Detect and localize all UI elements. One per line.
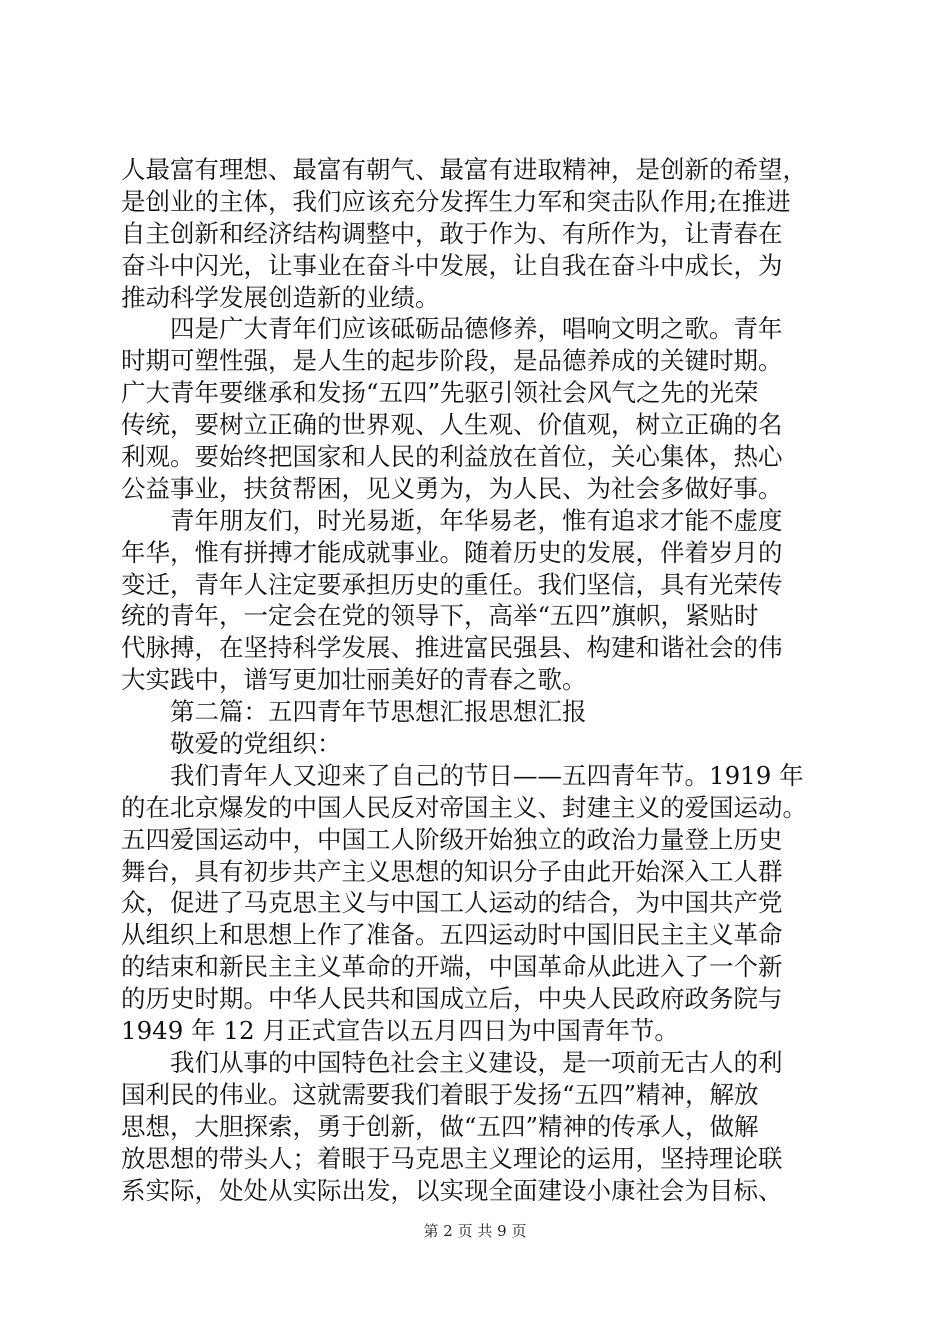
text-line: 利观。要始终把国家和人民的利益放在首位，关心集体，热心 xyxy=(121,442,783,472)
text-line: 奋斗中闪光，让事业在奋斗中发展，让自我在奋斗中成长，为 xyxy=(121,250,783,280)
text-line: 从组织上和思想上作了准备。五四运动时中国旧民主主义革命 xyxy=(121,920,783,950)
text-line: 人最富有理想、最富有朝气、最富有进取精神，是创新的希望， xyxy=(121,155,807,184)
text-line: 自主创新和经济结构调整中，敢于作为、有所作为，让青春在 xyxy=(121,218,783,248)
text-line: 传统，要树立正确的世界观、人生观、价值观，树立正确的名 xyxy=(121,410,783,440)
text-line: 大实践中，谱写更加壮丽美好的青春之歌。 xyxy=(121,665,587,695)
text-line: 放思想的带头人；着眼于马克思主义理论的运用，坚持理论联 xyxy=(121,1143,783,1173)
text-line: 的结束和新民主主义革命的开端，中国革命从此进入了一个新 xyxy=(121,952,783,982)
text-line: 舞台，具有初步共产主义思想的知识分子由此开始深入工人群 xyxy=(121,856,783,886)
text-line: 推动科学发展创造新的业绩。 xyxy=(121,282,440,312)
salutation: 敬爱的党组织： xyxy=(170,729,342,759)
text-line: 公益事业，扶贫帮困，见义勇为，为人民、为社会多做好事。 xyxy=(121,473,783,503)
paragraph-start-line: 四是广大青年们应该砥砺品德修养，唱响文明之歌。青年 xyxy=(170,314,783,344)
text-line: 国利民的伟业。这就需要我们着眼于发扬“五四”精神，解放 xyxy=(121,1079,759,1109)
body-text xyxy=(121,154,833,1206)
text-line: 广大青年要继承和发扬“五四”先驱引领社会风气之先的光荣 xyxy=(121,378,759,408)
text-line: 的历史时期。中华人民共和国成立后，中央人民政府政务院与 xyxy=(121,984,783,1014)
page-number-footer: 第 2 页 共 9 页 xyxy=(423,1222,527,1240)
text-line: 1949 年 12 月正式宣告以五月四日为中国青年节。 xyxy=(121,1016,679,1046)
paragraph-start-line: 我们青年人又迎来了自己的节日——五四青年节。1919 年 xyxy=(170,760,804,790)
text-line: 思想，大胆探索，勇于创新，做“五四”精神的传承人，做解 xyxy=(121,1111,759,1141)
text-line: 众，促进了马克思主义与中国工人运动的结合，为中国共产党 xyxy=(121,888,783,918)
text-line: 的在北京爆发的中国人民反对帝国主义、封建主义的爱国运动。 xyxy=(121,792,807,822)
paragraph-start-line: 青年朋友们，时光易逝，年华易老，惟有追求才能不虚度 xyxy=(170,505,783,535)
text-line: 时期可塑性强，是人生的起步阶段，是品德养成的关键时期。 xyxy=(121,346,783,376)
text-line: 系实际，处处从实际出发，以实现全面建设小康社会为目标、 xyxy=(121,1175,783,1205)
text-line: 统的青年，一定会在党的领导下，高举“五四”旗帜，紧贴时 xyxy=(121,601,759,631)
paragraph-start-line: 我们从事的中国特色社会主义建设，是一项前无古人的利 xyxy=(170,1047,783,1077)
text-line: 代脉搏，在坚持科学发展、推进富民强县、构建和谐社会的伟 xyxy=(121,633,783,663)
text-line: 变迁，青年人注定要承担历史的重任。我们坚信，具有光荣传 xyxy=(121,569,783,599)
text-line: 是创业的主体，我们应该充分发挥生力军和突击队作用;在推进 xyxy=(121,186,791,216)
text-line: 五四爱国运动中，中国工人阶级开始独立的政治力量登上历史 xyxy=(121,824,783,854)
section-heading: 第二篇：五四青年节思想汇报思想汇报 xyxy=(170,697,587,727)
text-line: 年华，惟有拼搏才能成就事业。随着历史的发展，伴着岁月的 xyxy=(121,537,783,567)
